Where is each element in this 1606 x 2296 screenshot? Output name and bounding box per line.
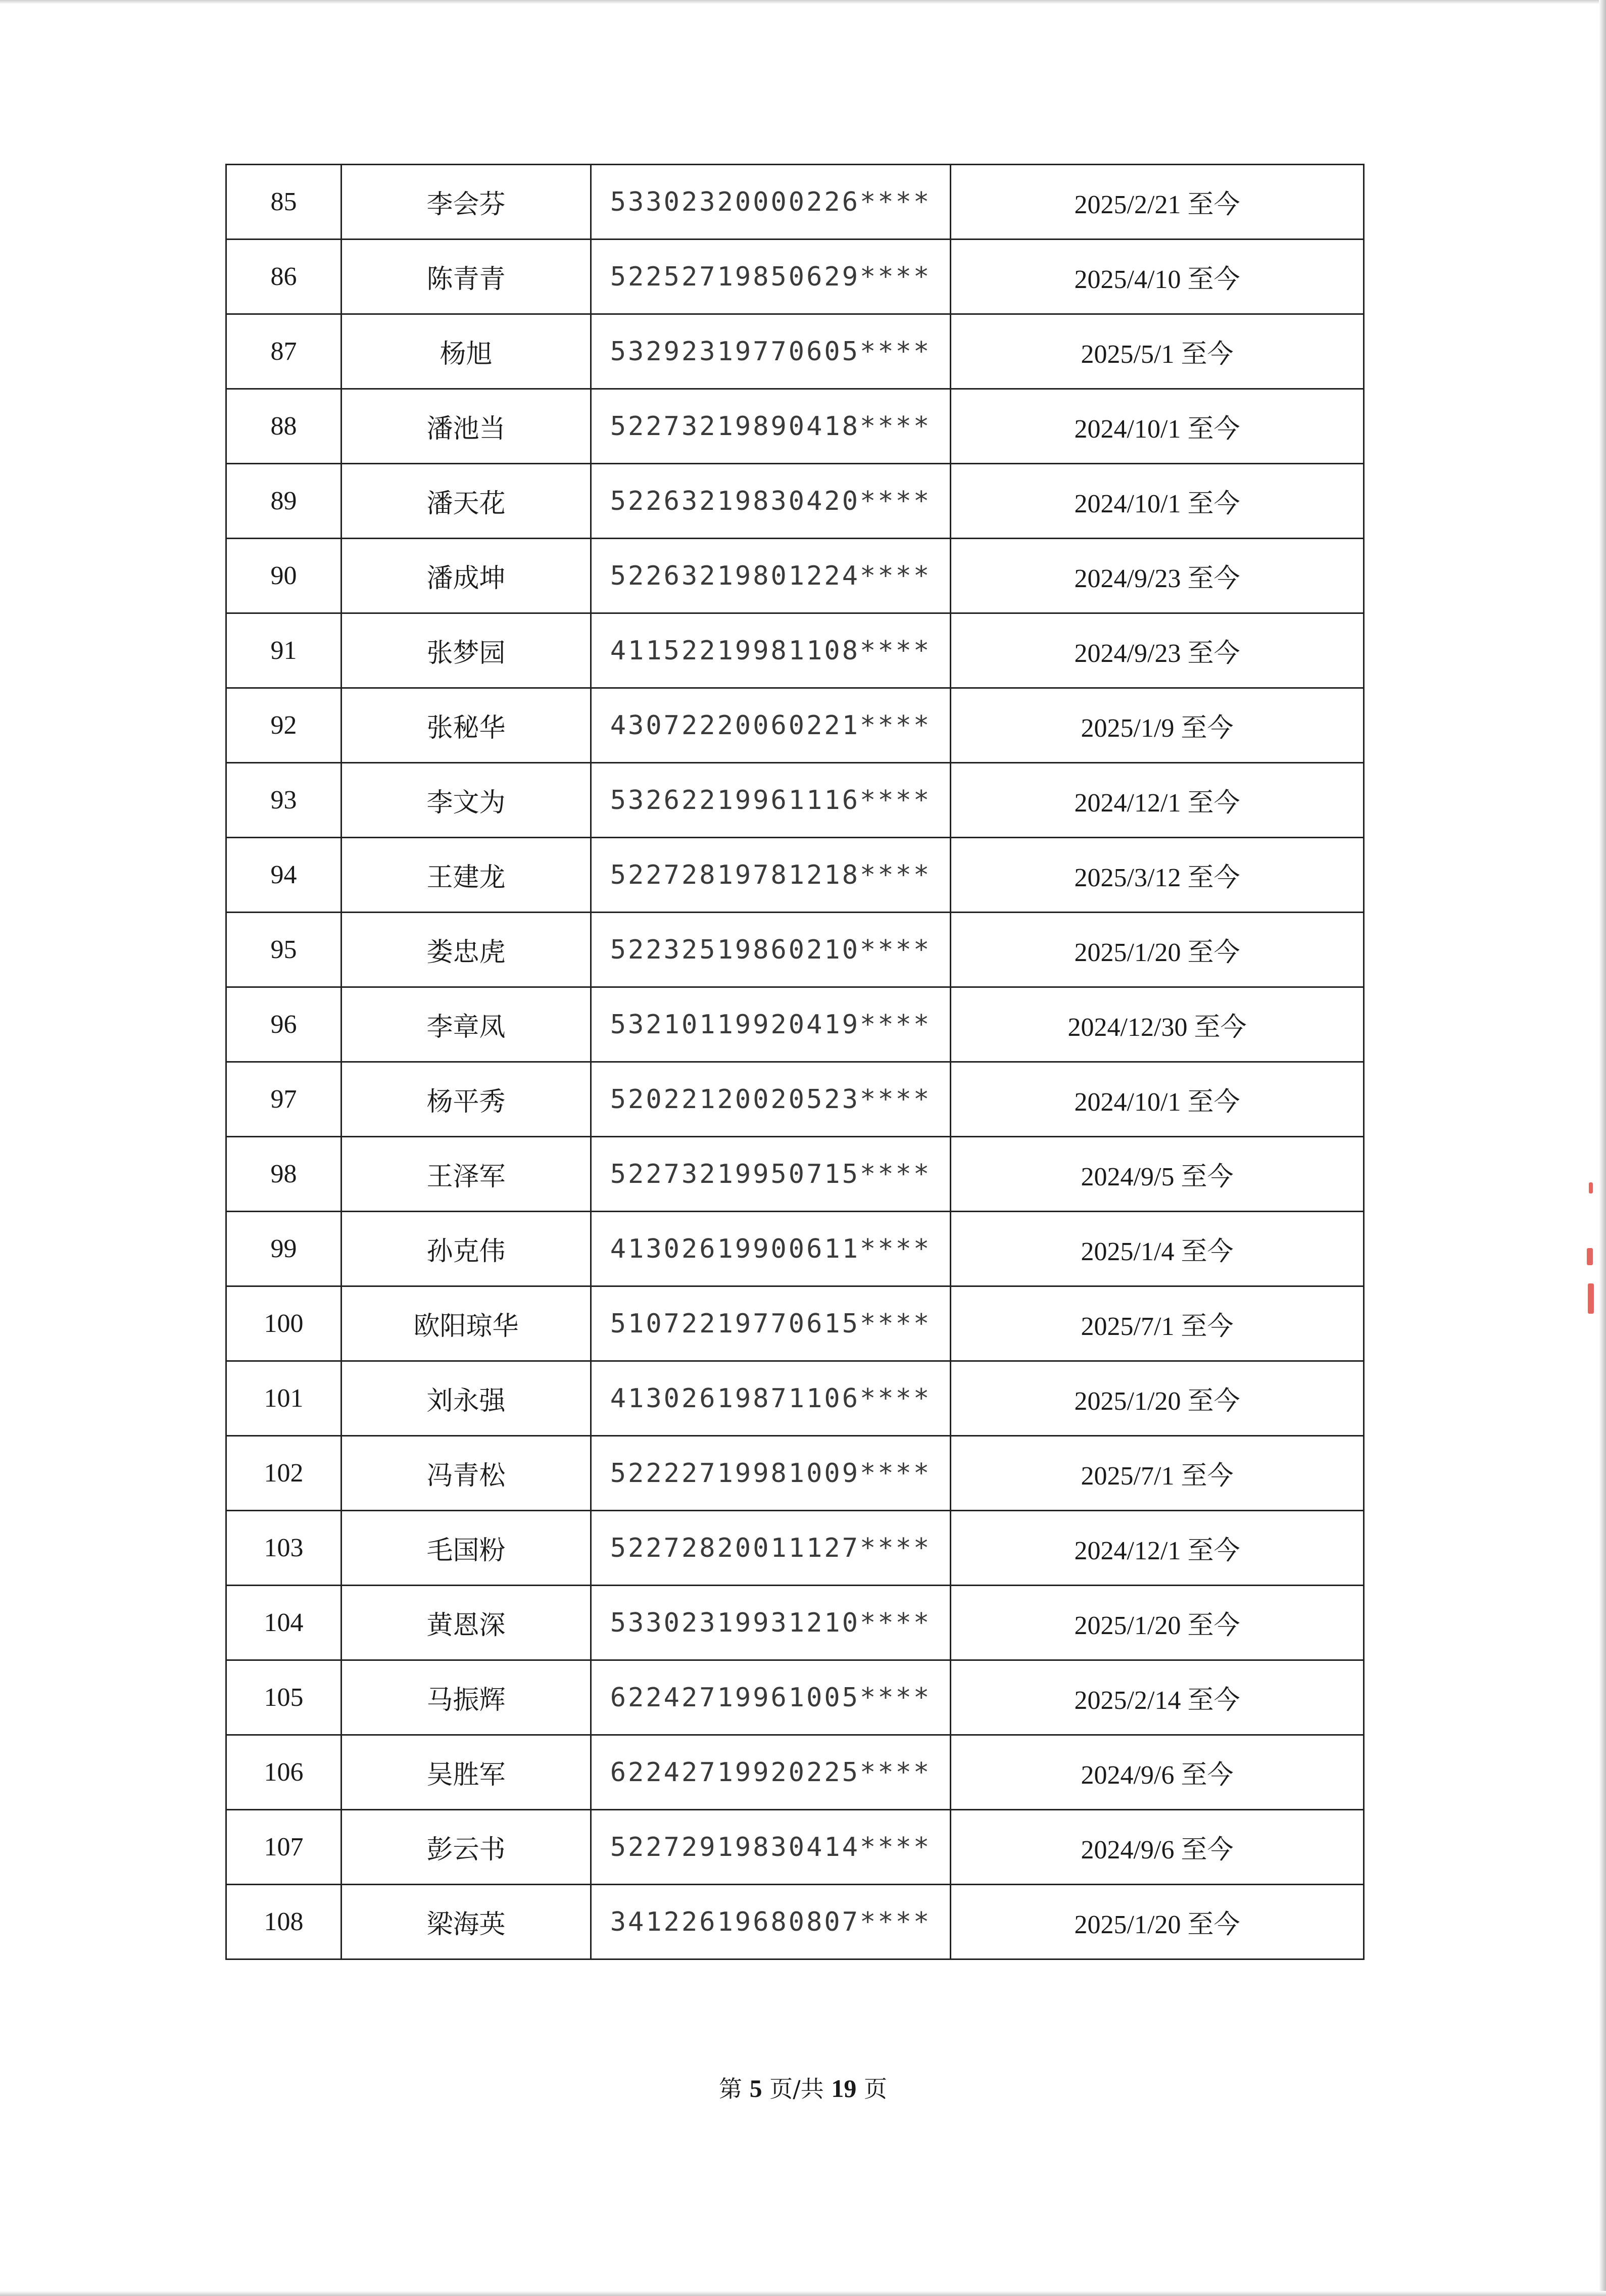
row-number: 106	[226, 1735, 342, 1810]
row-date: 2025/7/1 至今	[951, 1436, 1364, 1511]
row-number: 98	[226, 1137, 342, 1212]
row-number: 91	[226, 613, 342, 688]
row-id-number: 52273219950715****	[591, 1137, 951, 1212]
row-number: 104	[226, 1586, 342, 1660]
scan-edge-right	[1599, 0, 1606, 2296]
row-name: 黄恩深	[342, 1586, 591, 1660]
row-number: 93	[226, 763, 342, 838]
seal-fragment	[1587, 1182, 1595, 1334]
row-number: 92	[226, 688, 342, 763]
table-row	[226, 987, 1364, 1062]
row-number: 94	[226, 838, 342, 913]
footer-suffix: 页	[864, 2075, 887, 2102]
row-id-number: 52272819781218****	[591, 838, 951, 913]
row-name: 陈青青	[342, 240, 591, 314]
row-name: 李文为	[342, 763, 591, 838]
table-row	[226, 913, 1364, 987]
row-number: 108	[226, 1885, 342, 1959]
row-id-number: 34122619680807****	[591, 1885, 951, 1959]
row-name: 梁海英	[342, 1885, 591, 1959]
row-id-number: 53262219961116****	[591, 763, 951, 838]
table-row	[226, 1660, 1364, 1735]
table-row	[226, 1062, 1364, 1137]
table-row	[226, 539, 1364, 613]
row-date: 2024/10/1 至今	[951, 1062, 1364, 1137]
row-number: 87	[226, 314, 342, 389]
table-row	[226, 1885, 1364, 1959]
row-number: 99	[226, 1212, 342, 1286]
row-id-number: 53302319931210****	[591, 1586, 951, 1660]
table-row	[226, 1212, 1364, 1286]
row-name: 彭云书	[342, 1810, 591, 1885]
row-name: 李会芬	[342, 165, 591, 240]
footer-page-number: 5	[749, 2074, 762, 2102]
row-id-number: 62242719920225****	[591, 1735, 951, 1810]
row-number: 102	[226, 1436, 342, 1511]
table-row	[226, 688, 1364, 763]
footer-total-pages: 19	[831, 2074, 857, 2102]
row-name: 王泽军	[342, 1137, 591, 1212]
row-id-number: 41302619900611****	[591, 1212, 951, 1286]
row-name: 毛国粉	[342, 1511, 591, 1586]
row-date: 2024/9/6 至今	[951, 1735, 1364, 1810]
row-date: 2024/9/23 至今	[951, 539, 1364, 613]
row-date: 2025/1/20 至今	[951, 1885, 1364, 1959]
row-date: 2025/2/14 至今	[951, 1660, 1364, 1735]
table-row	[226, 1810, 1364, 1885]
table-row	[226, 1436, 1364, 1511]
row-date: 2025/3/12 至今	[951, 838, 1364, 913]
row-name: 刘永强	[342, 1361, 591, 1436]
row-id-number: 51072219770615****	[591, 1286, 951, 1361]
row-date: 2025/1/20 至今	[951, 1361, 1364, 1436]
table-row	[226, 165, 1364, 240]
row-date: 2024/10/1 至今	[951, 389, 1364, 464]
row-number: 96	[226, 987, 342, 1062]
row-date: 2025/5/1 至今	[951, 314, 1364, 389]
row-number: 103	[226, 1511, 342, 1586]
row-number: 90	[226, 539, 342, 613]
row-number: 100	[226, 1286, 342, 1361]
row-name: 杨平秀	[342, 1062, 591, 1137]
row-date: 2024/9/6 至今	[951, 1810, 1364, 1885]
row-name: 孙克伟	[342, 1212, 591, 1286]
row-date: 2025/1/4 至今	[951, 1212, 1364, 1286]
row-id-number: 52263219830420****	[591, 464, 951, 539]
table-row	[226, 1586, 1364, 1660]
scan-edge-bottom	[0, 2291, 1606, 2296]
row-date: 2025/2/21 至今	[951, 165, 1364, 240]
table-row	[226, 1286, 1364, 1361]
row-date: 2024/10/1 至今	[951, 464, 1364, 539]
row-id-number: 52272820011127****	[591, 1511, 951, 1586]
row-id-number: 41302619871106****	[591, 1361, 951, 1436]
row-id-number: 52263219801224****	[591, 539, 951, 613]
row-date: 2024/9/23 至今	[951, 613, 1364, 688]
roster-table	[225, 164, 1365, 1960]
row-name: 冯青松	[342, 1436, 591, 1511]
table-row	[226, 1361, 1364, 1436]
row-date: 2024/9/5 至今	[951, 1137, 1364, 1212]
table-row	[226, 1137, 1364, 1212]
row-id-number: 52022120020523****	[591, 1062, 951, 1137]
table-row	[226, 314, 1364, 389]
row-id-number: 53210119920419****	[591, 987, 951, 1062]
row-date: 2025/1/20 至今	[951, 1586, 1364, 1660]
scan-edge-top	[0, 0, 1606, 4]
table-row	[226, 240, 1364, 314]
row-name: 潘池当	[342, 389, 591, 464]
row-id-number: 52273219890418****	[591, 389, 951, 464]
row-id-number: 62242719961005****	[591, 1660, 951, 1735]
row-name: 欧阳琼华	[342, 1286, 591, 1361]
row-number: 107	[226, 1810, 342, 1885]
row-name: 王建龙	[342, 838, 591, 913]
table-row	[226, 389, 1364, 464]
row-id-number: 52232519860210****	[591, 913, 951, 987]
row-date: 2025/1/20 至今	[951, 913, 1364, 987]
row-number: 105	[226, 1660, 342, 1735]
row-name: 李章凤	[342, 987, 591, 1062]
row-date: 2024/12/1 至今	[951, 763, 1364, 838]
row-date: 2024/12/30 至今	[951, 987, 1364, 1062]
row-number: 89	[226, 464, 342, 539]
row-date: 2025/7/1 至今	[951, 1286, 1364, 1361]
table-row	[226, 1735, 1364, 1810]
row-name: 潘成坤	[342, 539, 591, 613]
row-name: 马振辉	[342, 1660, 591, 1735]
row-number: 86	[226, 240, 342, 314]
table-row	[226, 763, 1364, 838]
row-name: 吴胜军	[342, 1735, 591, 1810]
row-id-number: 43072220060221****	[591, 688, 951, 763]
table-row	[226, 1511, 1364, 1586]
row-id-number: 53302320000226****	[591, 165, 951, 240]
row-number: 101	[226, 1361, 342, 1436]
table-row	[226, 464, 1364, 539]
row-id-number: 52252719850629****	[591, 240, 951, 314]
row-id-number: 53292319770605****	[591, 314, 951, 389]
row-number: 88	[226, 389, 342, 464]
row-id-number: 52222719981009****	[591, 1436, 951, 1511]
page-footer	[0, 2071, 1606, 2104]
row-id-number: 52272919830414****	[591, 1810, 951, 1885]
footer-prefix: 第	[719, 2075, 742, 2102]
row-id-number: 41152219981108****	[591, 613, 951, 688]
row-name: 娄忠虎	[342, 913, 591, 987]
row-number: 95	[226, 913, 342, 987]
row-name: 潘天花	[342, 464, 591, 539]
row-name: 杨旭	[342, 314, 591, 389]
roster-table-body	[226, 165, 1364, 1959]
row-number: 85	[226, 165, 342, 240]
footer-middle: 页/共	[769, 2075, 824, 2102]
row-date: 2025/4/10 至今	[951, 240, 1364, 314]
row-date: 2025/1/9 至今	[951, 688, 1364, 763]
row-date: 2024/12/1 至今	[951, 1511, 1364, 1586]
row-name: 张梦园	[342, 613, 591, 688]
table-row	[226, 838, 1364, 913]
row-number: 97	[226, 1062, 342, 1137]
table-row	[226, 613, 1364, 688]
row-name: 张秘华	[342, 688, 591, 763]
